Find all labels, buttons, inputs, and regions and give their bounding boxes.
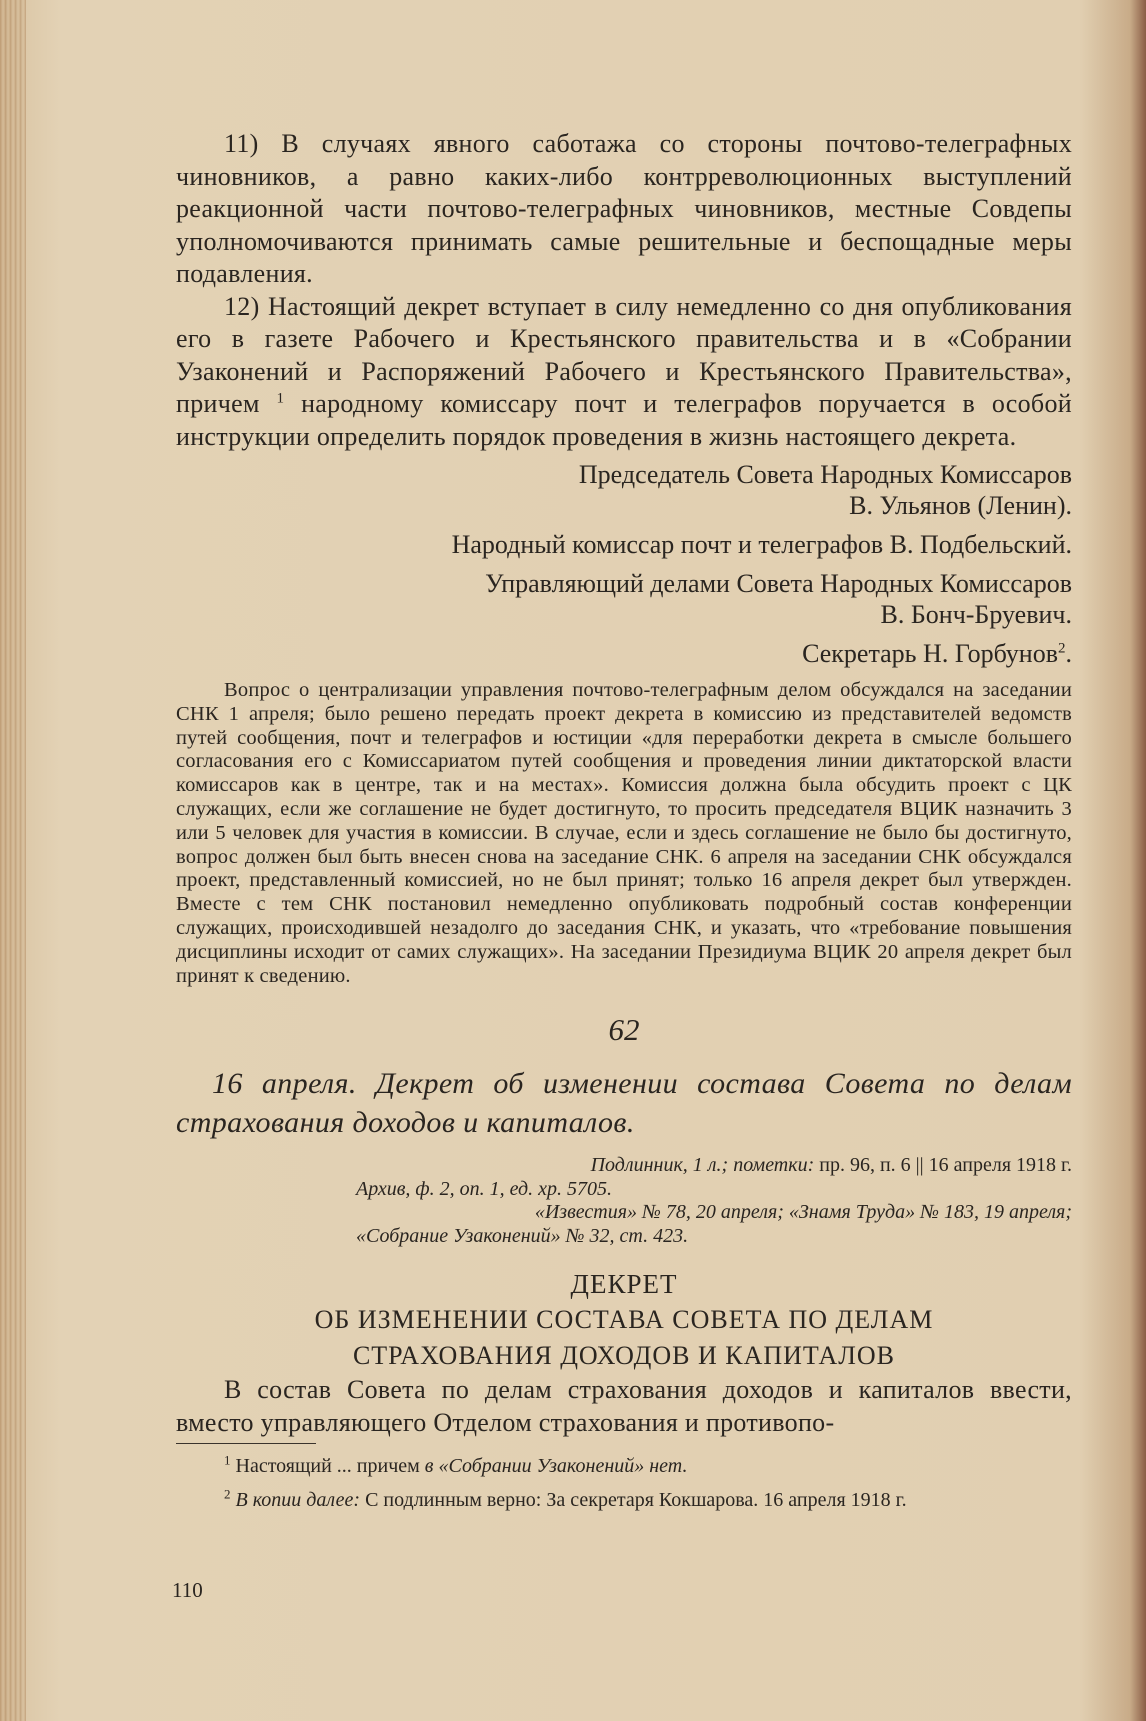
- page-edge: [0, 0, 26, 1721]
- decree-text: В состав Совета по делам страхования доходов и капиталов ввести, вместо управляющего Отделом страхования и противопо-: [176, 1375, 1072, 1437]
- decree-heading-line-3: СТРАХОВАНИЯ ДОХОДОВ И КАПИТАЛОВ: [352, 1341, 896, 1371]
- manager-title: Управляющий делами Совета Народных Комиссаров: [485, 569, 1072, 598]
- source-collection: «Собрание Узаконений» № 32, ст. 423.: [356, 1224, 689, 1247]
- footnote-2: [176, 1488, 1072, 1512]
- paragraph-11: 11) В случаях явного саботажа со стороны почтово-телеграфных чиновников, а равно каких-либо контрреволюционных выступлений реакционной части почтово-телеграфных чиновников, местные Совдепы уполномочиваются принимать самые решительные и беспощадные меры подавления.: [176, 129, 1072, 288]
- paragraph-12-end: народному комиссару почт и телеграфов поручается в особой инструкции определить порядок проведения в жизнь настоящего декрета.: [176, 389, 1072, 451]
- decree-heading: [176, 1266, 1072, 1374]
- footnote-1: [176, 1454, 1072, 1478]
- footnote-2-text: С подлинным верно: За секретаря Кокшарова. 16 апреля 1918 г.: [365, 1489, 907, 1512]
- footnote-1-text: Настоящий ... причем: [235, 1455, 420, 1478]
- signatures: [176, 459, 1072, 669]
- decree-heading-line-1: ДЕКРЕТ: [570, 1269, 678, 1300]
- secretary-name: Секретарь Н. Горбунов: [802, 639, 1058, 668]
- paragraph-12-start: 12) Настоящий декрет вступает в силу немедленно со дня опубликования его в газете Рабочего и Крестьянского правительства и в «Собрании Узаконений и Распоряжений Рабочего и Крестьянского Правительства», причем: [176, 291, 1072, 418]
- chair-title: Председатель Совета Народных Комиссаров: [578, 460, 1072, 489]
- footnote-1-note: в «Собрании Узаконений» нет.: [424, 1455, 688, 1478]
- source-original-marks: пр. 96, п. 6 || 16 апреля 1918 г.: [819, 1154, 1072, 1177]
- source-original: [326, 1154, 1072, 1178]
- document-title: 16 апреля. Декрет об изменении состава Совета по делам страхования доходов и капиталов.: [176, 1067, 1072, 1140]
- page-text: [176, 128, 1072, 1512]
- footnote-1-mark: 1: [224, 1452, 231, 1468]
- commissar-signature: Народный комиссар почт и телеграфов В. Подбельский.: [451, 530, 1072, 559]
- secretary-signature: [176, 638, 1072, 669]
- page-number: 110: [172, 1578, 203, 1602]
- chair-name: В. Ульянов (Ленин).: [849, 491, 1072, 520]
- paragraph-12: [176, 291, 1072, 454]
- footnote-mark-2: 2: [1058, 640, 1066, 657]
- manager-name: В. Бонч-Бруевич.: [880, 600, 1072, 629]
- secretary-end: .: [1065, 639, 1072, 668]
- decree-heading-line-2: ОБ ИЗМЕНЕНИИ СОСТАВА СОВЕТА ПО ДЕЛАМ: [314, 1305, 934, 1335]
- document-sources: [176, 1154, 1072, 1248]
- source-newspapers: «Известия» № 78, 20 апреля; «Знамя Труда» № 183, 19 апреля;: [534, 1201, 1072, 1224]
- footnote-2-label: В копии далее:: [235, 1489, 361, 1512]
- document-number: 62: [608, 1012, 640, 1048]
- source-archive: Архив, ф. 2, оп. 1, ед. хр. 5705.: [356, 1177, 612, 1200]
- footnote-divider: [176, 1443, 316, 1444]
- editorial-commentary: Вопрос о централизации управления почтово-телеграфным делом обсуждался на заседании СНК 1 апреля; было решено передать проект декрета в комиссию из представителей ведомств путей сообщения, почт и телеграфов и юстиции «для переработки декрета в смысле большего согласования его с Комиссариатом путей сообщения и проведения линии диктаторской власти комиссаров как в центре, так и на местах». Комиссия должна была обсудить проект с ЦК служащих, если же соглашение не будет достигнуто, то просить председателя ВЦИК назначить 3 или 5 человек для участия в комиссии. В случае, если и здесь соглашение не было бы достигнуто, вопрос должен был быть внесен снова на заседание СНК. 6 апреля на заседании СНК обсуждался проект, представленный комиссией, но не был принят; только 16 апреля декрет был утвержден. Вместе с тем СНК постановил немедленно опубликовать подробный состав конференции служащих, происходившей незадолго до заседания СНК, и указать, что «требование повышения дисциплины исходит от самих служащих». На заседании Президиума ВЦИК 20 апреля декрет был принят к сведению.: [176, 679, 1072, 987]
- source-original-label: Подлинник, 1 л.; пометки:: [590, 1154, 815, 1177]
- footnote-mark-1: 1: [276, 390, 285, 407]
- footnote-2-mark: 2: [224, 1486, 231, 1502]
